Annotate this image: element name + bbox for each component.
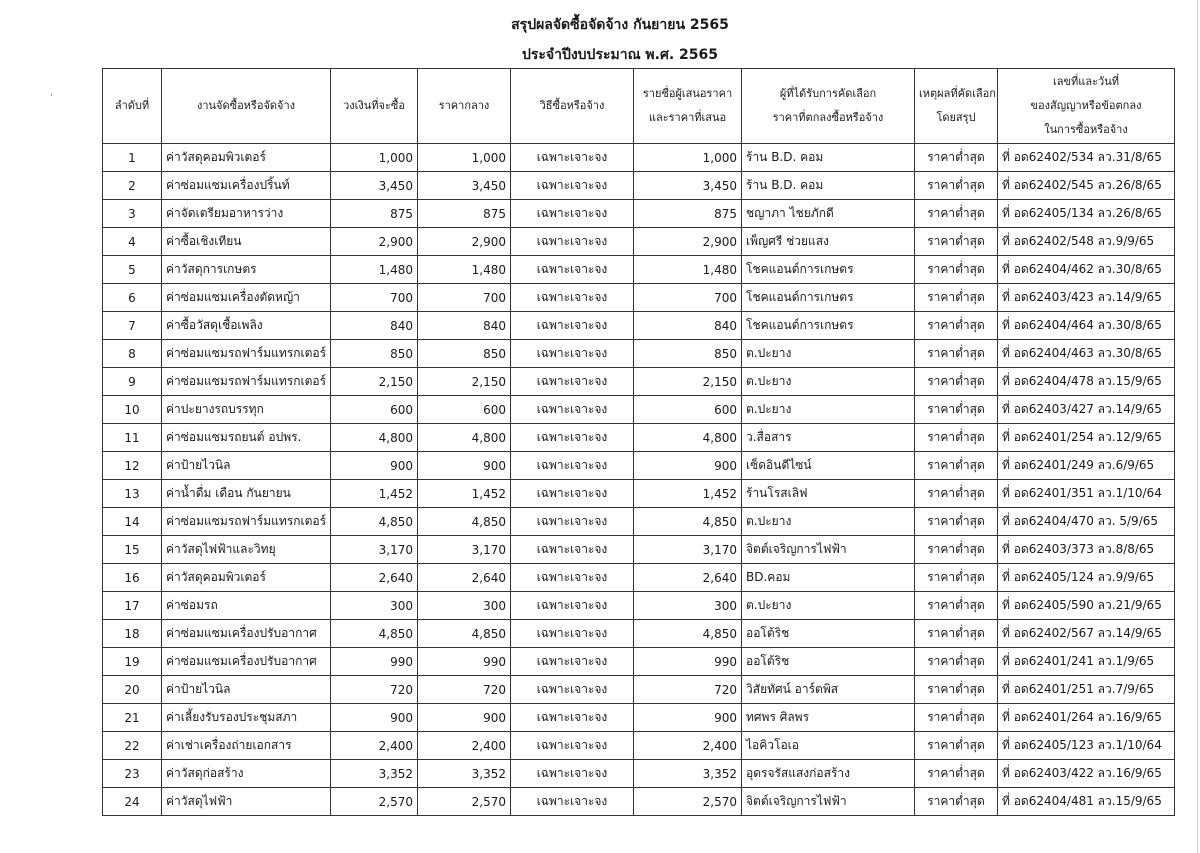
procurement-method: เฉพาะเจาะจง	[511, 648, 634, 676]
bid-price: 875	[634, 200, 742, 228]
row-number: 15	[103, 536, 162, 564]
procurement-method: เฉพาะเจาะจง	[511, 564, 634, 592]
header-item: งานจัดซื้อหรือจัดจ้าง	[162, 69, 331, 144]
contract-ref: ที่ อด62401/264 ลว.16/9/65	[998, 704, 1175, 732]
selected-vendor: ร้านโรสเลิฟ	[742, 480, 915, 508]
budget-amount: 4,850	[331, 620, 418, 648]
contract-ref: ที่ อด62402/534 ลว.31/8/65	[998, 144, 1175, 172]
row-number: 2	[103, 172, 162, 200]
item-name: ค่าป้ายไวนิล	[162, 452, 331, 480]
item-name: ค่าซ่อมแซมเครื่องปรับอากาศ	[162, 648, 331, 676]
contract-ref: ที่ อด62403/423 ลว.14/9/65	[998, 284, 1175, 312]
selected-vendor: จิตต์เจริญการไฟฟ้า	[742, 536, 915, 564]
selected-vendor: โชคแอนด์การเกษตร	[742, 256, 915, 284]
median-price: 1,480	[418, 256, 511, 284]
selected-vendor: อุดรจรัสแสงก่อสร้าง	[742, 760, 915, 788]
header-reason-line2: โดยสรุป	[936, 111, 976, 124]
median-price: 3,450	[418, 172, 511, 200]
median-price: 850	[418, 340, 511, 368]
procurement-method: เฉพาะเจาะจง	[511, 424, 634, 452]
item-name: ค่าวัสดุคอมพิวเตอร์	[162, 564, 331, 592]
header-contract-line1: เลขที่และวันที่	[1053, 75, 1119, 88]
selected-vendor: BD.คอม	[742, 564, 915, 592]
median-price: 4,800	[418, 424, 511, 452]
document-title: สรุปผลจัดซื้อจัดจ้าง กันยายน 2565	[511, 17, 729, 33]
selected-vendor: ต.ปะยาง	[742, 508, 915, 536]
row-number: 14	[103, 508, 162, 536]
bid-price: 4,850	[634, 620, 742, 648]
header-contract-line2: ของสัญญาหรือข้อตกลง	[1030, 99, 1142, 112]
contract-ref: ที่ อด62401/254 ลว.12/9/65	[998, 424, 1175, 452]
procurement-method: เฉพาะเจาะจง	[511, 228, 634, 256]
selected-vendor: เพ็ญศรี ช่วยแสง	[742, 228, 915, 256]
item-name: ค่าป้ายไวนิล	[162, 676, 331, 704]
procurement-method: เฉพาะเจาะจง	[511, 480, 634, 508]
budget-amount: 4,850	[331, 508, 418, 536]
selected-vendor: ชญาภา ไชยภักดี	[742, 200, 915, 228]
item-name: ค่าซ่อมแซมเครื่องตัดหญ้า	[162, 284, 331, 312]
procurement-method: เฉพาะเจาะจง	[511, 312, 634, 340]
budget-amount: 4,800	[331, 424, 418, 452]
table-row	[103, 284, 1175, 312]
budget-amount: 2,640	[331, 564, 418, 592]
procurement-method: เฉพาะเจาะจง	[511, 172, 634, 200]
procurement-method: เฉพาะเจาะจง	[511, 788, 634, 816]
table-row	[103, 424, 1175, 452]
budget-amount: 900	[331, 452, 418, 480]
median-price: 4,850	[418, 508, 511, 536]
bid-price: 1,000	[634, 144, 742, 172]
item-name: ค่าซื้อวัสดุเชื้อเพลิง	[162, 312, 331, 340]
selected-vendor: ต.ปะยาง	[742, 592, 915, 620]
selection-reason: ราคาต่ำสุด	[915, 200, 998, 228]
bid-price: 2,640	[634, 564, 742, 592]
bid-price: 3,352	[634, 760, 742, 788]
table-row	[103, 368, 1175, 396]
header-median-price: ราคากลาง	[418, 69, 511, 144]
header-method: วิธีซื้อหรือจ้าง	[511, 69, 634, 144]
procurement-method: เฉพาะเจาะจง	[511, 452, 634, 480]
header-contract-line3: ในการซื้อหรือจ้าง	[1044, 123, 1128, 136]
item-name: ค่าซ่อมแซมเครื่องปริ้นท์	[162, 172, 331, 200]
contract-ref: ที่ อด62401/249 ลว.6/9/65	[998, 452, 1175, 480]
bid-price: 3,170	[634, 536, 742, 564]
selection-reason: ราคาต่ำสุด	[915, 284, 998, 312]
contract-ref: ที่ อด62404/463 ลว.30/8/65	[998, 340, 1175, 368]
selection-reason: ราคาต่ำสุด	[915, 592, 998, 620]
selection-reason: ราคาต่ำสุด	[915, 256, 998, 284]
selected-vendor: โชคแอนด์การเกษตร	[742, 284, 915, 312]
selected-vendor: ร้าน B.D. คอม	[742, 144, 915, 172]
selection-reason: ราคาต่ำสุด	[915, 424, 998, 452]
margin-mark: ʻ	[50, 93, 54, 104]
table-row	[103, 704, 1175, 732]
selection-reason: ราคาต่ำสุด	[915, 732, 998, 760]
selected-vendor: จิตต์เจริญการไฟฟ้า	[742, 788, 915, 816]
bid-price: 600	[634, 396, 742, 424]
page-edge	[1197, 0, 1198, 853]
item-name: ค่าซ่อมแซมรถฟาร์มแทรกเตอร์	[162, 368, 331, 396]
table-row	[103, 508, 1175, 536]
header-bidders-line1: รายชื่อผู้เสนอราคา	[642, 87, 733, 100]
bid-price: 300	[634, 592, 742, 620]
procurement-method: เฉพาะเจาะจง	[511, 732, 634, 760]
selected-vendor: โชคแอนด์การเกษตร	[742, 312, 915, 340]
row-number: 9	[103, 368, 162, 396]
table-row	[103, 200, 1175, 228]
budget-amount: 3,352	[331, 760, 418, 788]
budget-amount: 1,452	[331, 480, 418, 508]
contract-ref: ที่ อด62405/124 ลว.9/9/65	[998, 564, 1175, 592]
contract-ref: ที่ อด62405/590 ลว.21/9/65	[998, 592, 1175, 620]
contract-ref: ที่ อด62405/123 ลว.1/10/64	[998, 732, 1175, 760]
median-price: 1,452	[418, 480, 511, 508]
procurement-method: เฉพาะเจาะจง	[511, 760, 634, 788]
contract-ref: ที่ อด62401/251 ลว.7/9/65	[998, 676, 1175, 704]
median-price: 2,900	[418, 228, 511, 256]
item-name: ค่าซ่อมแซมรถยนต์ อปพร.	[162, 424, 331, 452]
median-price: 2,640	[418, 564, 511, 592]
contract-ref: ที่ อด62401/241 ลว.1/9/65	[998, 648, 1175, 676]
table-row	[103, 396, 1175, 424]
procurement-method: เฉพาะเจาะจง	[511, 704, 634, 732]
median-price: 300	[418, 592, 511, 620]
selection-reason: ราคาต่ำสุด	[915, 620, 998, 648]
procurement-method: เฉพาะเจาะจง	[511, 536, 634, 564]
contract-ref: ที่ อด62402/567 ลว.14/9/65	[998, 620, 1175, 648]
median-price: 700	[418, 284, 511, 312]
row-number: 10	[103, 396, 162, 424]
contract-ref: ที่ อด62404/464 ลว.30/8/65	[998, 312, 1175, 340]
selection-reason: ราคาต่ำสุด	[915, 760, 998, 788]
item-name: ค่าซ่อมแซมรถฟาร์มแทรกเตอร์	[162, 340, 331, 368]
item-name: ค่าจัดเตรียมอาหารว่าง	[162, 200, 331, 228]
budget-amount: 700	[331, 284, 418, 312]
median-price: 1,000	[418, 144, 511, 172]
contract-ref: ที่ อด62401/351 ลว.1/10/64	[998, 480, 1175, 508]
budget-amount: 3,170	[331, 536, 418, 564]
budget-amount: 3,450	[331, 172, 418, 200]
document-subtitle: ประจำปีงบประมาณ พ.ศ. 2565	[521, 47, 719, 63]
table-row	[103, 620, 1175, 648]
contract-ref: ที่ อด62404/478 ลว.15/9/65	[998, 368, 1175, 396]
median-price: 875	[418, 200, 511, 228]
procurement-method: เฉพาะเจาะจง	[511, 256, 634, 284]
selected-vendor: ออโต้ริช	[742, 620, 915, 648]
contract-ref: ที่ อด62405/134 ลว.26/8/65	[998, 200, 1175, 228]
bid-price: 1,480	[634, 256, 742, 284]
header-budget: วงเงินที่จะซื้อ	[331, 69, 418, 144]
selected-vendor: ต.ปะยาง	[742, 396, 915, 424]
budget-amount: 990	[331, 648, 418, 676]
row-number: 22	[103, 732, 162, 760]
item-name: ค่าซ่อมแซมเครื่องปรับอากาศ	[162, 620, 331, 648]
bid-price: 3,450	[634, 172, 742, 200]
item-name: ค่าเลี้ยงรับรองประชุมสภา	[162, 704, 331, 732]
selection-reason: ราคาต่ำสุด	[915, 312, 998, 340]
row-number: 21	[103, 704, 162, 732]
selection-reason: ราคาต่ำสุด	[915, 508, 998, 536]
row-number: 11	[103, 424, 162, 452]
budget-amount: 1,000	[331, 144, 418, 172]
selected-vendor: ไอคิวโอเอ	[742, 732, 915, 760]
contract-ref: ที่ อด62402/548 ลว.9/9/65	[998, 228, 1175, 256]
row-number: 12	[103, 452, 162, 480]
selection-reason: ราคาต่ำสุด	[915, 340, 998, 368]
selection-reason: ราคาต่ำสุด	[915, 228, 998, 256]
budget-amount: 2,400	[331, 732, 418, 760]
row-number: 18	[103, 620, 162, 648]
procurement-method: เฉพาะเจาะจง	[511, 144, 634, 172]
median-price: 720	[418, 676, 511, 704]
contract-ref: ที่ อด62403/427 ลว.14/9/65	[998, 396, 1175, 424]
budget-amount: 2,150	[331, 368, 418, 396]
header-winner-line1: ผู้ที่ได้รับการคัดเลือก	[779, 87, 877, 100]
bid-price: 720	[634, 676, 742, 704]
row-number: 24	[103, 788, 162, 816]
row-number: 3	[103, 200, 162, 228]
median-price: 900	[418, 452, 511, 480]
header-contract	[998, 69, 1175, 144]
procurement-method: เฉพาะเจาะจง	[511, 508, 634, 536]
item-name: ค่าเช่าเครื่องถ่ายเอกสาร	[162, 732, 331, 760]
budget-amount: 2,900	[331, 228, 418, 256]
table-row	[103, 256, 1175, 284]
item-name: ค่าซื้อเชิงเทียน	[162, 228, 331, 256]
selection-reason: ราคาต่ำสุด	[915, 676, 998, 704]
header-winner-line2: ราคาที่ตกลงซื้อหรือจ้าง	[772, 111, 884, 124]
median-price: 3,170	[418, 536, 511, 564]
selection-reason: ราคาต่ำสุด	[915, 536, 998, 564]
table-row	[103, 648, 1175, 676]
bid-price: 1,452	[634, 480, 742, 508]
table-row	[103, 340, 1175, 368]
budget-amount: 600	[331, 396, 418, 424]
selected-vendor: ต.ปะยาง	[742, 368, 915, 396]
bid-price: 850	[634, 340, 742, 368]
selection-reason: ราคาต่ำสุด	[915, 564, 998, 592]
selected-vendor: ร้าน B.D. คอม	[742, 172, 915, 200]
selection-reason: ราคาต่ำสุด	[915, 396, 998, 424]
budget-amount: 720	[331, 676, 418, 704]
median-price: 600	[418, 396, 511, 424]
selected-vendor: ต.ปะยาง	[742, 340, 915, 368]
row-number: 1	[103, 144, 162, 172]
selected-vendor: ออโต้ริช	[742, 648, 915, 676]
table-header-row	[103, 69, 1175, 144]
bid-price: 2,900	[634, 228, 742, 256]
table-row	[103, 228, 1175, 256]
row-number: 16	[103, 564, 162, 592]
budget-amount: 875	[331, 200, 418, 228]
row-number: 13	[103, 480, 162, 508]
header-bidders-line2: และราคาที่เสนอ	[648, 111, 727, 124]
row-number: 6	[103, 284, 162, 312]
median-price: 2,150	[418, 368, 511, 396]
header-bidders	[634, 69, 742, 144]
item-name: ค่าปะยางรถบรรทุก	[162, 396, 331, 424]
row-number: 8	[103, 340, 162, 368]
selection-reason: ราคาต่ำสุด	[915, 452, 998, 480]
budget-amount: 2,570	[331, 788, 418, 816]
table-row	[103, 592, 1175, 620]
bid-price: 2,400	[634, 732, 742, 760]
item-name: ค่าซ่อมรถ	[162, 592, 331, 620]
budget-amount: 1,480	[331, 256, 418, 284]
row-number: 7	[103, 312, 162, 340]
row-number: 17	[103, 592, 162, 620]
bid-price: 840	[634, 312, 742, 340]
table-row	[103, 676, 1175, 704]
contract-ref: ที่ อด62403/373 ลว.8/8/65	[998, 536, 1175, 564]
bid-price: 900	[634, 704, 742, 732]
table-row	[103, 788, 1175, 816]
procurement-method: เฉพาะเจาะจง	[511, 676, 634, 704]
procurement-method: เฉพาะเจาะจง	[511, 620, 634, 648]
item-name: ค่าวัสดุคอมพิวเตอร์	[162, 144, 331, 172]
row-number: 20	[103, 676, 162, 704]
contract-ref: ที่ อด62404/470 ลว. 5/9/65	[998, 508, 1175, 536]
procurement-method: เฉพาะเจาะจง	[511, 200, 634, 228]
bid-price: 4,800	[634, 424, 742, 452]
header-no: ลำดับที่	[103, 69, 162, 144]
selection-reason: ราคาต่ำสุด	[915, 648, 998, 676]
item-name: ค่าซ่อมแซมรถฟาร์มแทรกเตอร์	[162, 508, 331, 536]
procurement-method: เฉพาะเจาะจง	[511, 340, 634, 368]
budget-amount: 850	[331, 340, 418, 368]
header-reason	[915, 69, 998, 144]
item-name: ค่าวัสดุการเกษตร	[162, 256, 331, 284]
procurement-method: เฉพาะเจาะจง	[511, 284, 634, 312]
row-number: 19	[103, 648, 162, 676]
selection-reason: ราคาต่ำสุด	[915, 368, 998, 396]
table-row	[103, 452, 1175, 480]
selection-reason: ราคาต่ำสุด	[915, 172, 998, 200]
table-row	[103, 480, 1175, 508]
bid-price: 2,570	[634, 788, 742, 816]
row-number: 4	[103, 228, 162, 256]
bid-price: 700	[634, 284, 742, 312]
header-reason-line1: เหตุผลที่คัดเลือก	[919, 87, 996, 100]
procurement-table	[102, 68, 1175, 816]
budget-amount: 900	[331, 704, 418, 732]
procurement-method: เฉพาะเจาะจง	[511, 396, 634, 424]
row-number: 23	[103, 760, 162, 788]
table-row	[103, 564, 1175, 592]
contract-ref: ที่ อด62402/545 ลว.26/8/65	[998, 172, 1175, 200]
median-price: 4,850	[418, 620, 511, 648]
median-price: 990	[418, 648, 511, 676]
budget-amount: 840	[331, 312, 418, 340]
table-row	[103, 172, 1175, 200]
selected-vendor: วิสัยทัศน์ อาร์ตพิส	[742, 676, 915, 704]
bid-price: 4,850	[634, 508, 742, 536]
table-row	[103, 536, 1175, 564]
median-price: 2,570	[418, 788, 511, 816]
median-price: 900	[418, 704, 511, 732]
contract-ref: ที่ อด62403/422 ลว.16/9/65	[998, 760, 1175, 788]
table-body	[103, 144, 1175, 816]
table-row	[103, 312, 1175, 340]
procurement-method: เฉพาะเจาะจง	[511, 368, 634, 396]
table-row	[103, 732, 1175, 760]
contract-ref: ที่ อด62404/462 ลว.30/8/65	[998, 256, 1175, 284]
contract-ref: ที่ อด62404/481 ลว.15/9/65	[998, 788, 1175, 816]
item-name: ค่าวัสดุก่อสร้าง	[162, 760, 331, 788]
selection-reason: ราคาต่ำสุด	[915, 144, 998, 172]
item-name: ค่าวัสดุไฟฟ้า	[162, 788, 331, 816]
item-name: ค่าน้ำดื่ม เดือน กันยายน	[162, 480, 331, 508]
bid-price: 990	[634, 648, 742, 676]
selected-vendor: ทศพร ศิลพร	[742, 704, 915, 732]
median-price: 2,400	[418, 732, 511, 760]
selection-reason: ราคาต่ำสุด	[915, 704, 998, 732]
bid-price: 900	[634, 452, 742, 480]
median-price: 840	[418, 312, 511, 340]
selected-vendor: เซ็ดอินดีไซน์	[742, 452, 915, 480]
median-price: 3,352	[418, 760, 511, 788]
selection-reason: ราคาต่ำสุด	[915, 788, 998, 816]
budget-amount: 300	[331, 592, 418, 620]
selected-vendor: ว.สื่อสาร	[742, 424, 915, 452]
bid-price: 2,150	[634, 368, 742, 396]
procurement-method: เฉพาะเจาะจง	[511, 592, 634, 620]
selection-reason: ราคาต่ำสุด	[915, 480, 998, 508]
item-name: ค่าวัสดุไฟฟ้าและวิทยุ	[162, 536, 331, 564]
table-row	[103, 760, 1175, 788]
row-number: 5	[103, 256, 162, 284]
table-row	[103, 144, 1175, 172]
header-winner	[742, 69, 915, 144]
